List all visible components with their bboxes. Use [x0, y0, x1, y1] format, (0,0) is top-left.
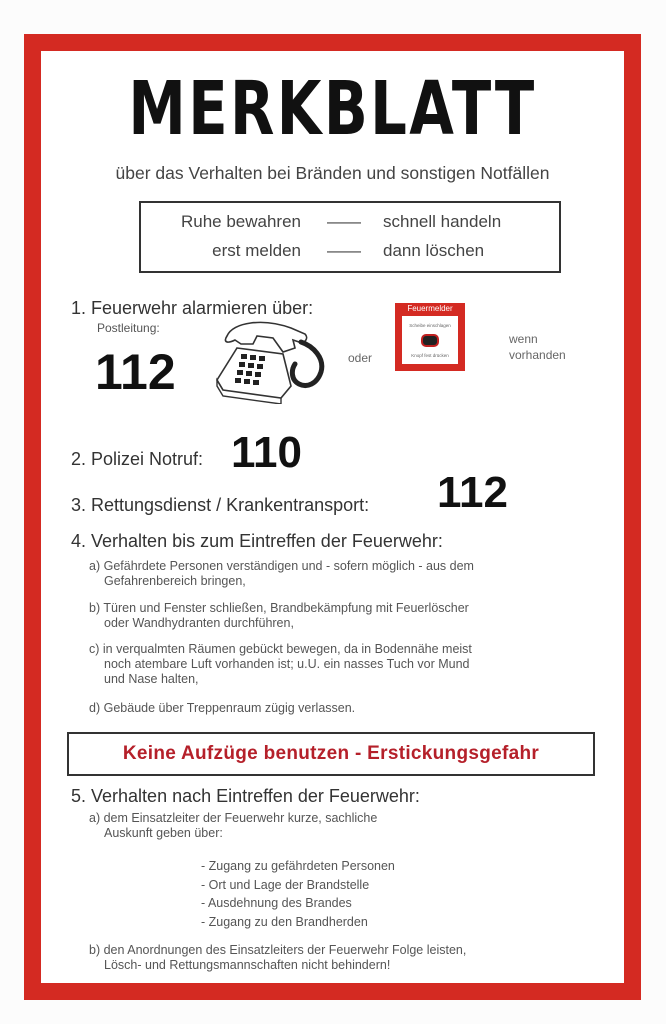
merkblatt-sheet	[24, 34, 641, 1000]
item-line: noch atembare Luft vorhanden ist; u.U. ein nasses Tuch vor Mund	[104, 657, 470, 671]
fire-alarm-box-icon	[395, 303, 465, 371]
fire-alarm-title: Feuermelder	[407, 304, 453, 313]
or-label: oder	[348, 351, 373, 365]
item-line: Gebäude über Treppenraum zügig verlassen.	[103, 701, 356, 715]
motto-left: Ruhe bewahren	[180, 212, 301, 231]
fire-alarm-instruction-top: Scheibe einschlagen	[409, 323, 451, 328]
section4-item-c	[89, 642, 599, 687]
fire-alarm-instruction-bottom: Knopf fest drücken	[411, 353, 449, 358]
ambulance-number: 112	[437, 468, 508, 517]
bullet-item: - Ausdehnung des Brandes	[201, 896, 352, 910]
fire-emergency-number: 112	[95, 344, 176, 400]
item-line: Türen und Fenster schließen, Brandbekämpfung mit Feuerlöscher	[103, 601, 469, 615]
section2-label: 2. Polizei Notruf:	[71, 449, 204, 469]
telephone-icon	[213, 314, 331, 404]
section4-item-b	[89, 601, 599, 631]
item-line: Gefährdete Personen verständigen und - sofern möglich - aus dem	[103, 559, 474, 573]
motto-separator: ——	[327, 241, 361, 260]
item-line: Lösch- und Rettungsmannschaften nicht behindern!	[104, 958, 391, 972]
if-available-line: wenn	[509, 332, 538, 346]
item-line: Auskunft geben über:	[104, 826, 223, 840]
item-marker: d)	[89, 701, 101, 715]
section5-bullets	[201, 857, 395, 931]
section5-heading: 5. Verhalten nach Eintreffen der Feuerwehr:	[71, 786, 420, 806]
item-line: oder Wandhydranten durchführen,	[104, 616, 294, 630]
item-line: in verqualmten Räumen gebückt bewegen, da in Bodennähe meist	[102, 642, 472, 656]
motto-right: schnell handeln	[383, 212, 502, 231]
section4-item-a	[89, 559, 599, 589]
section1-heading: 1. Feuerwehr alarmieren über:	[71, 298, 314, 318]
item-marker: a)	[89, 811, 101, 825]
if-available-line: vorhanden	[509, 348, 566, 362]
section3-label: 3. Rettungsdienst / Krankentransport:	[71, 495, 370, 515]
police-number: 110	[231, 428, 302, 477]
elevator-warning-text: Keine Aufzüge benutzen - Erstickungsgefahr	[122, 743, 540, 764]
motto-box	[139, 201, 561, 273]
bullet-item: - Zugang zu den Brandherden	[201, 914, 368, 929]
motto-separator: ——	[327, 212, 361, 231]
bullet-item: - Zugang zu gefährdeten Personen	[201, 859, 395, 873]
motto-right: dann löschen	[383, 241, 485, 260]
item-marker: b)	[89, 601, 101, 615]
bullet-item: - Ort und Lage der Brandstelle	[201, 877, 370, 892]
item-marker: a)	[89, 559, 101, 573]
item-line: und Nase halten,	[104, 672, 199, 686]
elevator-warning-box	[67, 732, 595, 776]
postleitung-label: Postleitung:	[97, 321, 160, 335]
section5-item-b	[89, 943, 609, 973]
section4-item-d	[89, 701, 599, 716]
motto-left: erst melden	[212, 241, 301, 260]
page-subtitle: über das Verhalten bei Bränden und sonstigen Notfällen	[115, 163, 550, 183]
item-line: Gefahrenbereich bringen,	[104, 574, 246, 588]
item-marker: c)	[89, 642, 100, 656]
if-available-label	[509, 331, 566, 363]
section4-heading: 4. Verhalten bis zum Eintreffen der Feuerwehr:	[71, 531, 443, 551]
page-title: MERKBLATT	[128, 66, 537, 152]
section5-item-a	[89, 811, 599, 841]
item-line: dem Einsatzleiter der Feuerwehr kurze, sachliche	[103, 811, 378, 825]
fire-alarm-panel	[402, 316, 458, 364]
fire-alarm-button-icon	[423, 336, 437, 345]
item-line: den Anordnungen des Einsatzleiters der Feuerwehr Folge leisten,	[103, 943, 467, 957]
item-marker: b)	[89, 943, 101, 957]
